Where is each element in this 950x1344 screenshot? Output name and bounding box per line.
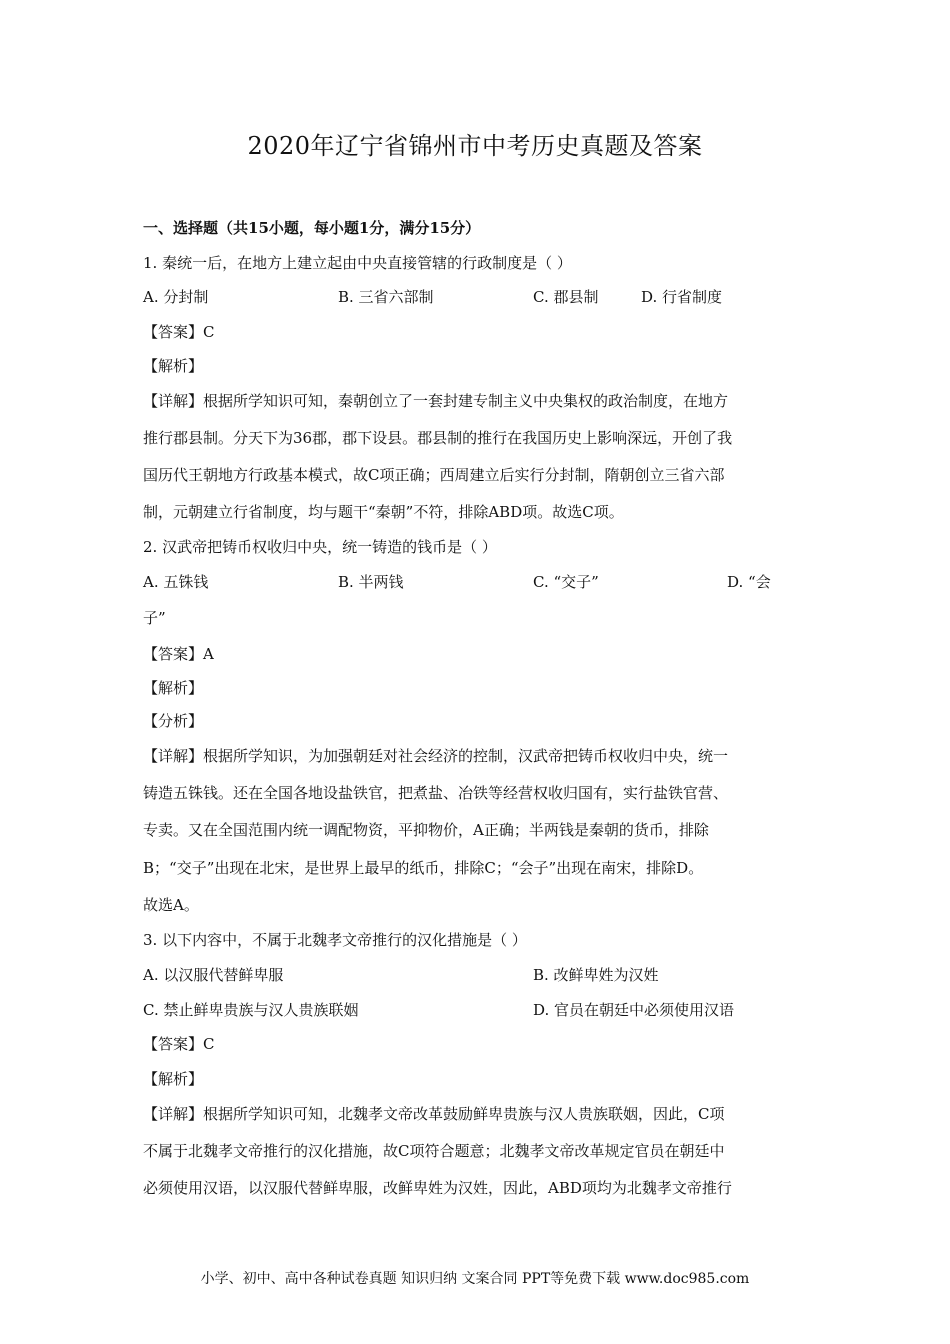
question-1-option-a: A. 分封制 <box>143 288 209 306</box>
question-2-detail-line: B；“交子”出现在北宋，是世界上最早的纸币，排除C；“会子”出现在南宋，排除D。 <box>143 859 704 877</box>
question-2-detail-line: 故选A。 <box>143 896 199 914</box>
question-2-detail-line: 专卖。又在全国范围内统一调配物资，平抑物价，A正确；半两钱是秦朝的货币，排除 <box>143 821 709 839</box>
question-2-option-d: D. “会 <box>727 573 771 591</box>
question-3-answer: 【答案】C <box>143 1035 215 1053</box>
question-2-analysis2-label: 【分析】 <box>143 712 204 730</box>
question-1-analysis-label: 【解析】 <box>143 357 204 375</box>
question-1-detail-line: 推行郡县制。分天下为36郡，郡下设县。郡县制的推行在我国历史上影响深远，开创了我 <box>143 429 733 447</box>
question-1-option-c: C. 郡县制 <box>533 288 599 306</box>
question-1-option-b: B. 三省六部制 <box>338 288 434 306</box>
question-3-option-a: A. 以汉服代替鲜卑服 <box>143 966 284 984</box>
question-2-answer: 【答案】A <box>143 645 214 663</box>
question-1-stem: 1. 秦统一后，在地方上建立起由中央直接管辖的行政制度是（ ） <box>143 254 572 272</box>
question-3-detail-line: 必须使用汉语，以汉服代替鲜卑服，改鲜卑姓为汉姓，因此，ABD项均为北魏孝文帝推行 <box>143 1179 732 1197</box>
question-3-detail-line: 【详解】根据所学知识可知，北魏孝文帝改革鼓励鲜卑贵族与汉人贵族联姻，因此，C项 <box>143 1105 725 1123</box>
question-1-detail-line: 【详解】根据所学知识可知，秦朝创立了一套封建专制主义中央集权的政治制度，在地方 <box>143 392 729 410</box>
question-2-detail-line: 铸造五铢钱。还在全国各地设盐铁官，把煮盐、冶铁等经营权收归国有，实行盐铁官营、 <box>143 784 729 802</box>
page-footer: 小学、初中、高中各种试卷真题 知识归纳 文案合同 PPT等免费下载 www.doc985.com <box>200 1271 750 1287</box>
question-2-detail-line: 【详解】根据所学知识，为加强朝廷对社会经济的控制，汉武帝把铸币权收归中央，统一 <box>143 747 729 765</box>
question-3-option-c: C. 禁止鲜卑贵族与汉人贵族联姻 <box>143 1001 359 1019</box>
question-3-analysis-label: 【解析】 <box>143 1070 204 1088</box>
question-1-detail-line: 国历代王朝地方行政基本模式，故C项正确；西周建立后实行分封制，隋朝创立三省六部 <box>143 466 725 484</box>
question-2-option-c: C. “交子” <box>533 573 599 591</box>
section-heading: 一、选择题（共15小题，每小题1分，满分15分） <box>143 219 481 237</box>
question-3-option-b: B. 改鲜卑姓为汉姓 <box>533 966 659 984</box>
question-2-option-a: A. 五铢钱 <box>143 573 209 591</box>
question-1-detail-line: 制，元朝建立行省制度，均与题干“秦朝”不符，排除ABD项。故选C项。 <box>143 503 624 521</box>
question-1-answer: 【答案】C <box>143 323 215 341</box>
question-2-analysis-label: 【解析】 <box>143 679 204 697</box>
page-title: 2020年辽宁省锦州市中考历史真题及答案 <box>247 132 703 160</box>
question-3-detail-line: 不属于北魏孝文帝推行的汉化措施，故C项符合题意；北魏孝文帝改革规定官员在朝廷中 <box>143 1142 725 1160</box>
question-2-option-b: B. 半两钱 <box>338 573 404 591</box>
question-2-option-d-continuation: 子” <box>143 609 166 627</box>
question-3-stem: 3. 以下内容中，不属于北魏孝文帝推行的汉化措施是（ ） <box>143 931 527 949</box>
question-1-option-d: D. 行省制度 <box>641 288 723 306</box>
question-2-stem: 2. 汉武帝把铸币权收归中央，统一铸造的钱币是（ ） <box>143 538 497 556</box>
question-3-option-d: D. 官员在朝廷中必须使用汉语 <box>533 1001 735 1019</box>
